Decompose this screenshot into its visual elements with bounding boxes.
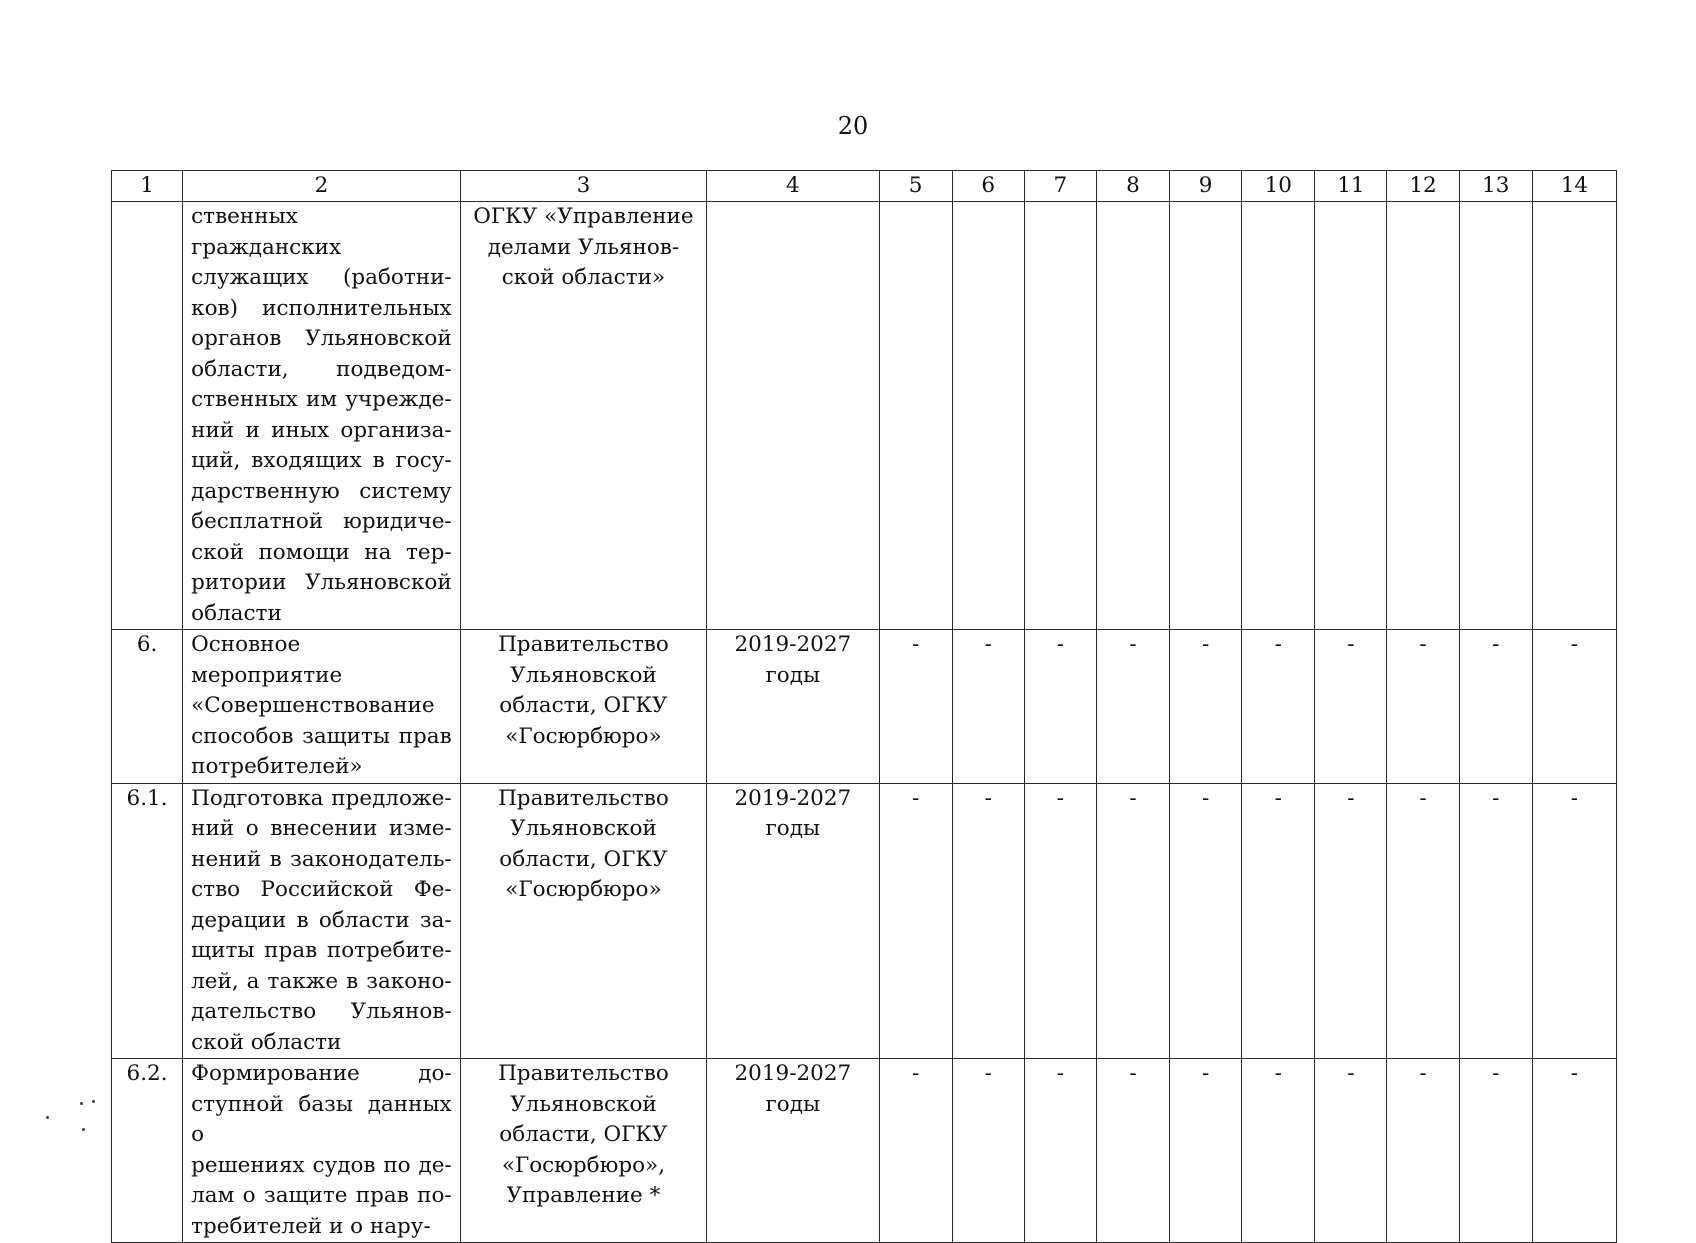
table-row: [112, 630, 1617, 784]
value-cell: -: [879, 630, 952, 784]
activity-name-line: потребителей»: [191, 754, 363, 779]
header-cell: 7: [1024, 171, 1096, 202]
activity-name-line: ственных им учрежде-: [191, 387, 452, 412]
value-cell: -: [1315, 783, 1387, 1059]
header-cell: 6: [952, 171, 1024, 202]
value-cell: -: [1315, 1059, 1387, 1243]
value-cell: -: [1532, 1059, 1616, 1243]
period-cell: [707, 1059, 879, 1243]
activity-name-line: органов Ульяновской: [191, 326, 452, 351]
value-cell: [1024, 202, 1096, 630]
activity-name-line: «Совершенствование: [191, 693, 435, 718]
activity-name-line: щиты прав потребите-: [191, 938, 452, 963]
activity-name-line: области, подведом-: [191, 356, 452, 382]
value-cell: -: [1242, 783, 1315, 1059]
activity-name-line: нений в законодатель-: [191, 846, 452, 872]
value-cell: -: [1459, 630, 1532, 784]
activity-name-cell: [183, 1059, 461, 1243]
value-cell: -: [1024, 1059, 1096, 1243]
scan-speck: [92, 1100, 95, 1103]
header-cell: 12: [1387, 171, 1459, 202]
activity-name-line: ство Российской Фе-: [191, 877, 452, 902]
period-line: 2019-2027: [734, 785, 852, 811]
value-cell: -: [1387, 783, 1459, 1059]
item-number-cell: [112, 202, 183, 630]
activities-table: [111, 170, 1617, 1243]
executor-line: Ульяновской: [510, 1091, 657, 1117]
value-cell: -: [1532, 783, 1616, 1059]
activity-name-line: Основное мероприятие: [191, 632, 343, 688]
value-cell: [1170, 202, 1242, 630]
page-number: 20: [837, 112, 869, 140]
value-cell: [1242, 202, 1315, 630]
activity-name-line: ской области: [191, 1029, 342, 1055]
executor-cell: [460, 202, 706, 630]
value-cell: -: [879, 1059, 952, 1243]
value-cell: -: [1242, 630, 1315, 784]
header-row: [112, 171, 1617, 202]
period-line: годы: [765, 662, 821, 688]
table-row: [112, 1059, 1617, 1243]
activity-name-line: способов защиты прав: [191, 723, 452, 749]
value-cell: -: [879, 783, 952, 1059]
period-line: 2019-2027: [734, 632, 852, 657]
executor-line: Ульяновской: [510, 816, 657, 841]
executor-line: ОГКУ «Управление: [473, 204, 694, 229]
header-cell: 13: [1459, 171, 1532, 202]
activity-name-line: Формирование до-: [191, 1061, 452, 1086]
activity-name-line: лей, а также в законо-: [191, 968, 452, 994]
header-cell: 14: [1532, 171, 1616, 202]
value-cell: -: [1024, 630, 1096, 784]
activity-name-cell: [183, 630, 461, 784]
activity-name-line: ственных гражданских: [191, 204, 342, 260]
activity-name-line: ступной базы данных о: [191, 1091, 452, 1147]
period-cell: [707, 783, 879, 1059]
executor-line: ской области»: [501, 265, 666, 290]
value-cell: -: [1170, 1059, 1242, 1243]
period-line: 2019-2027: [734, 1061, 852, 1086]
header-cell: 5: [879, 171, 952, 202]
activity-name-line: дательство Ульянов-: [191, 999, 452, 1024]
activity-name-line: бесплатной юридиче-: [191, 509, 452, 534]
value-cell: [879, 202, 952, 630]
value-cell: -: [1096, 783, 1169, 1059]
value-cell: [1387, 202, 1459, 630]
value-cell: -: [952, 630, 1024, 784]
activity-name-line: служащих (работни-: [191, 265, 452, 290]
scan-speck: [80, 1102, 83, 1105]
executor-line: делами Ульянов-: [487, 234, 680, 260]
value-cell: -: [952, 1059, 1024, 1243]
activity-name-line: требителей и о нару-: [191, 1213, 431, 1239]
header-cell: 10: [1242, 171, 1315, 202]
value-cell: -: [1170, 630, 1242, 784]
value-cell: -: [1024, 783, 1096, 1059]
value-cell: [1315, 202, 1387, 630]
activity-name-cell: [183, 202, 461, 630]
value-cell: -: [1387, 630, 1459, 784]
executor-line: Правительство: [498, 1061, 669, 1086]
executor-line: «Госюрбюро»: [505, 877, 662, 902]
activity-name-line: ков) исполнительных: [191, 295, 452, 321]
item-number-cell: 6.: [112, 630, 183, 784]
activity-name-line: ской помощи на тер-: [191, 539, 452, 565]
executor-line: области, ОГКУ: [499, 693, 668, 718]
activity-name-line: ций, входящих в госу-: [191, 448, 452, 473]
value-cell: [952, 202, 1024, 630]
value-cell: -: [1170, 783, 1242, 1059]
executor-line: области, ОГКУ: [499, 1122, 668, 1147]
value-cell: -: [1096, 630, 1169, 784]
header-cell: 11: [1315, 171, 1387, 202]
scan-speck: [82, 1128, 85, 1131]
value-cell: [1459, 202, 1532, 630]
value-cell: -: [1096, 1059, 1169, 1243]
header-cell: 4: [707, 171, 879, 202]
activity-name-line: дерации в области за-: [191, 907, 452, 933]
value-cell: [1096, 202, 1169, 630]
activity-name-line: дарственную систему: [191, 478, 452, 504]
value-cell: -: [1242, 1059, 1315, 1243]
header-cell: 1: [112, 171, 183, 202]
header-cell: 3: [460, 171, 706, 202]
executor-line: «Госюрбюро»,: [501, 1152, 666, 1178]
value-cell: [1532, 202, 1616, 630]
header-cell: 8: [1096, 171, 1169, 202]
table-row: [112, 202, 1617, 630]
activity-name-line: ний и иных организа-: [191, 417, 452, 443]
header-cell: 9: [1170, 171, 1242, 202]
value-cell: -: [1532, 630, 1616, 784]
period-line: годы: [765, 1091, 821, 1117]
header-cell: 2: [183, 171, 461, 202]
period-line: годы: [765, 816, 821, 841]
executor-cell: [460, 630, 706, 784]
activity-name-line: решениях судов по де-: [191, 1152, 452, 1178]
executor-line: Правительство: [498, 632, 669, 657]
item-number-cell: 6.2.: [112, 1059, 183, 1243]
value-cell: -: [952, 783, 1024, 1059]
activity-name-line: Подготовка предложе-: [191, 785, 452, 811]
value-cell: -: [1459, 1059, 1532, 1243]
executor-cell: [460, 1059, 706, 1243]
executor-line: «Госюрбюро»: [505, 723, 662, 749]
value-cell: -: [1387, 1059, 1459, 1243]
activity-name-line: ритории Ульяновской: [191, 570, 452, 595]
table-body: [112, 171, 1617, 1243]
activity-name-line: лам о защите прав по-: [191, 1183, 452, 1208]
activity-name-line: области: [191, 600, 282, 626]
item-number-cell: 6.1.: [112, 783, 183, 1059]
executor-cell: [460, 783, 706, 1059]
period-cell: [707, 630, 879, 784]
executor-line: Правительство: [498, 785, 669, 811]
value-cell: -: [1315, 630, 1387, 784]
scan-speck: [46, 1116, 49, 1119]
period-cell: [707, 202, 879, 630]
activity-name-cell: [183, 783, 461, 1059]
executor-line: Управление *: [506, 1183, 661, 1208]
activity-name-line: ний о внесении изме-: [191, 816, 452, 841]
value-cell: -: [1459, 783, 1532, 1059]
table-row: [112, 783, 1617, 1059]
executor-line: области, ОГКУ: [499, 846, 668, 872]
executor-line: Ульяновской: [510, 662, 657, 688]
